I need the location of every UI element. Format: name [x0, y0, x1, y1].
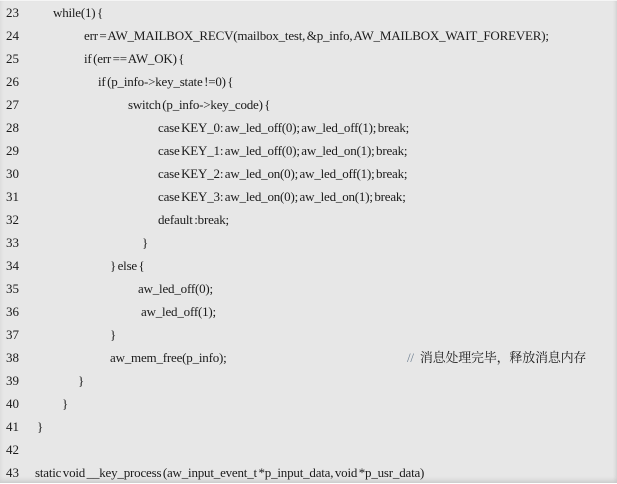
inline-comment: [407, 346, 586, 369]
code-text: aw_led_off(0);: [138, 281, 213, 296]
code-line: [0, 415, 617, 438]
code-text: } else {: [110, 258, 145, 273]
code-line: [0, 392, 617, 415]
code-line: [0, 231, 617, 254]
line-number: 31: [6, 189, 19, 204]
code-text: case KEY_0: aw_led_off(0); aw_led_off(1); break;: [158, 120, 410, 135]
code-line: [0, 93, 617, 116]
code-line: [0, 277, 617, 300]
comment-text: 消息处理完毕，释放消息内存: [419, 350, 587, 365]
line-number: 32: [6, 212, 19, 227]
code-line: [0, 461, 617, 484]
code-line: [0, 47, 617, 70]
code-text: }: [142, 235, 149, 250]
line-number: 36: [6, 304, 19, 319]
line-number: 27: [6, 97, 19, 112]
code-text: case KEY_2: aw_led_on(0); aw_led_off(1); break;: [158, 166, 408, 181]
code-text: static void __key_process (aw_input_event_t *p_input_data, void *p_usr_data): [35, 465, 425, 480]
code-text: if (err == AW_OK) {: [84, 51, 185, 66]
code-text: case KEY_1: aw_led_off(0); aw_led_on(1); break;: [158, 143, 408, 158]
code-line: [0, 70, 617, 93]
code-text: switch (p_info->key_code) {: [128, 97, 271, 112]
code-line: [0, 208, 617, 231]
code-text: err = AW_MAILBOX_RECV(mailbox_test, &p_info, AW_MAILBOX_WAIT_FOREVER);: [84, 28, 549, 43]
code-line: [0, 323, 617, 346]
code-text: case KEY_3: aw_led_on(0); aw_led_on(1); break;: [158, 189, 406, 204]
line-number: 30: [6, 166, 19, 181]
code-text: default :break;: [158, 212, 229, 227]
code-text: if (p_info->key_state !=0) {: [98, 74, 234, 89]
line-number: 43: [6, 465, 19, 480]
code-line: [0, 139, 617, 162]
code-line: [0, 185, 617, 208]
code-text: }: [37, 419, 44, 434]
code-line: [0, 254, 617, 277]
line-number: 29: [6, 143, 19, 158]
comment-marker: //: [407, 350, 414, 365]
line-number: 38: [6, 350, 19, 365]
code-line: [0, 24, 617, 47]
line-number: 39: [6, 373, 19, 388]
line-number: 26: [6, 74, 19, 89]
line-number: 33: [6, 235, 19, 250]
line-number: 28: [6, 120, 19, 135]
line-number: 23: [6, 5, 19, 20]
code-line: [0, 300, 617, 323]
code-text: aw_led_off(1);: [141, 304, 216, 319]
code-text: while(1) {: [53, 5, 104, 20]
line-number: 35: [6, 281, 19, 296]
code-line: [0, 346, 617, 369]
line-number: 41: [6, 419, 19, 434]
code-text: }: [62, 396, 69, 411]
line-number: 40: [6, 396, 19, 411]
code-line: [0, 116, 617, 139]
code-line: [0, 369, 617, 392]
line-number: 24: [6, 28, 19, 43]
code-line: [0, 1, 617, 24]
code-text: aw_mem_free(p_info);: [110, 350, 227, 365]
line-number: 25: [6, 51, 19, 66]
code-line: [0, 438, 617, 461]
line-number: 37: [6, 327, 19, 342]
code-text: }: [78, 373, 85, 388]
code-text: }: [110, 327, 117, 342]
line-number: 42: [6, 442, 19, 457]
line-number: 34: [6, 258, 19, 273]
code-line: [0, 162, 617, 185]
